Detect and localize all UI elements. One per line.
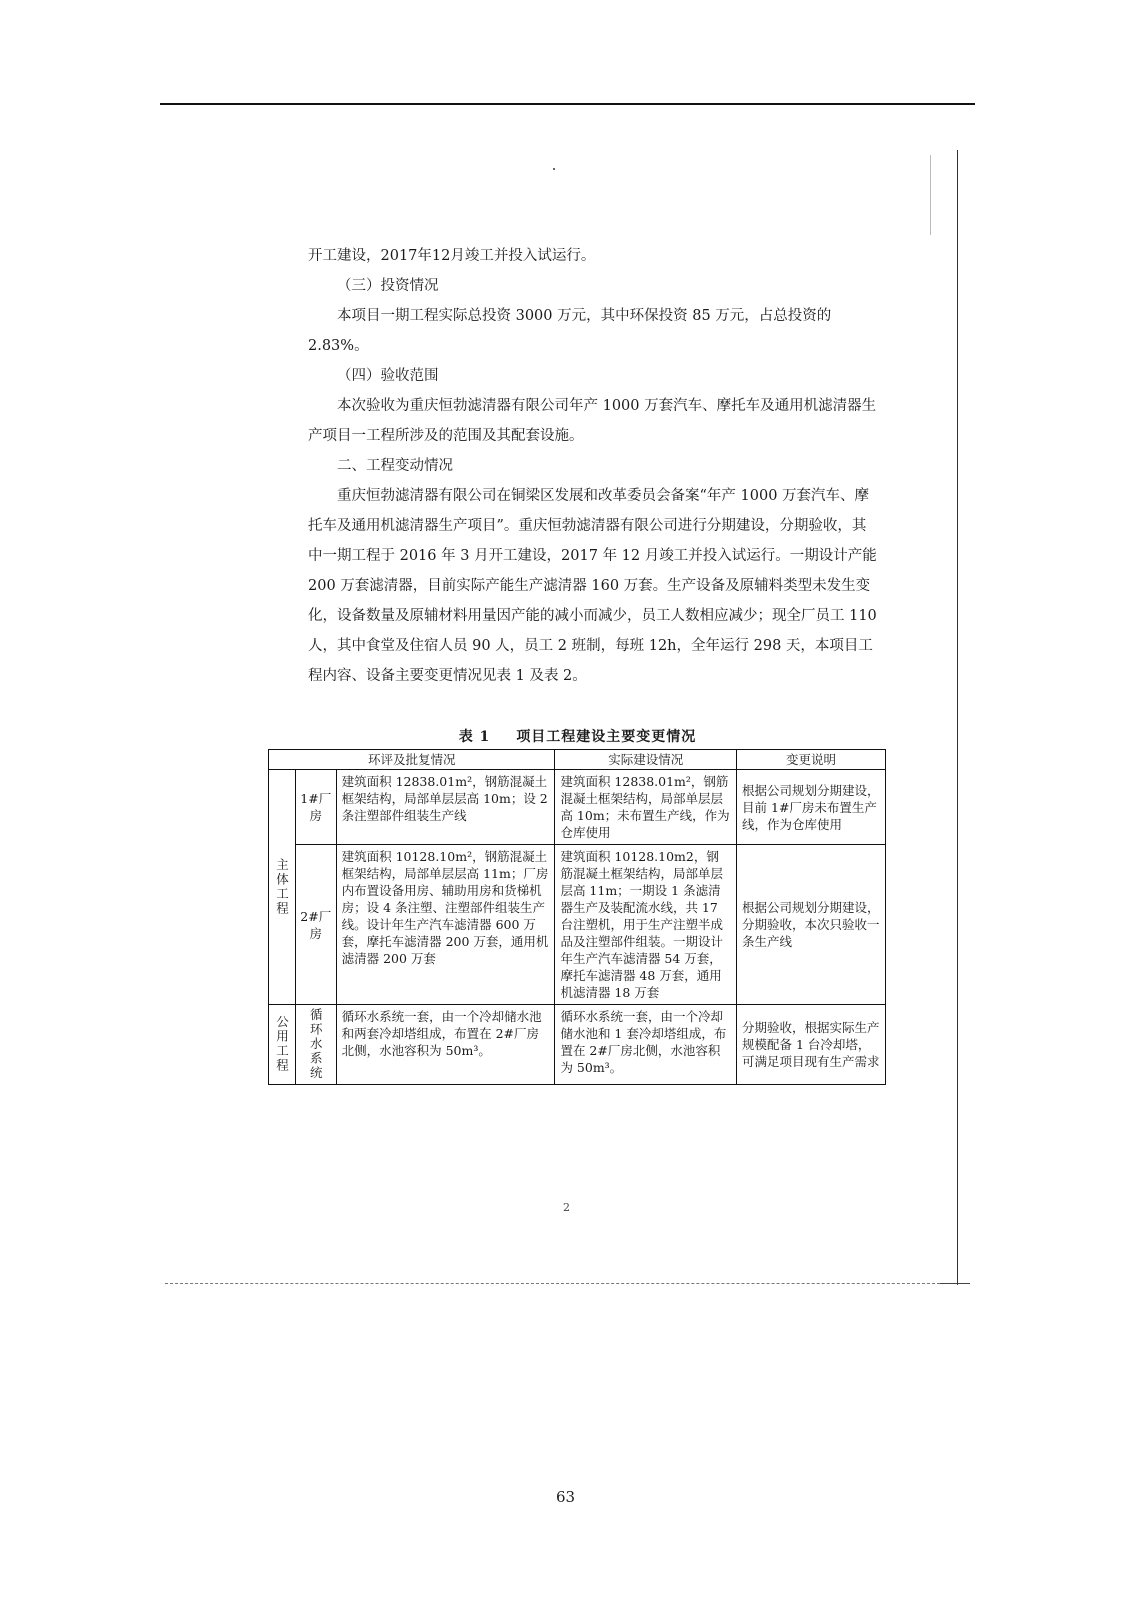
cell-note: 根据公司规划分期建设，分期验收，本次只验收一条生产线 xyxy=(737,845,886,1005)
row-name: 1#厂房 xyxy=(295,770,336,845)
group-public-works: 公用工程 xyxy=(269,1005,296,1085)
heading-changes: 二、工程变动情况 xyxy=(337,458,453,474)
cell-eia: 循环水系统一套，由一个冷却储水池和两套冷却塔组成，布置在 2#厂房北侧，水池容积为 50m³。 xyxy=(336,1005,555,1085)
table-caption-number: 表 1 xyxy=(458,729,491,745)
row-name: 2#厂房 xyxy=(295,845,336,1005)
scan-bottom-edge xyxy=(165,1283,945,1284)
scan-page-edge xyxy=(957,150,958,1285)
cell-note: 根据公司规划分期建设，目前 1#厂房未布置生产线，作为仓库使用 xyxy=(737,770,886,845)
table-caption xyxy=(270,726,885,746)
row-name: 循环水系统 xyxy=(295,1005,336,1085)
group-main-works: 主体工程 xyxy=(269,770,296,1005)
change-table xyxy=(268,749,886,1085)
cell-actual: 循环水系统一套，由一个冷却储水池和 1 套冷却塔组成，布置在 2#厂房北侧，水池容积为 50m³。 xyxy=(555,1005,737,1085)
cell-actual: 建筑面积 10128.10m2，钢筋混凝土框架结构，局部单层层高 11m；一期设 1 条滤清器生产及装配流水线，共 17 台注塑机，用于生产注塑半成品及注塑部件组装。一期设计年生产汽车滤清器 54 万套，摩托车滤清器 48 万套，通用机滤清器 18 万套 xyxy=(555,845,737,1005)
cell-note: 分期验收，根据实际生产规模配备 1 台冷却塔，可满足项目现有生产需求 xyxy=(737,1005,886,1085)
heading-investment: （三）投资情况 xyxy=(337,278,439,294)
header-actual: 实际建设情况 xyxy=(555,750,737,770)
table-row xyxy=(269,1005,886,1085)
cell-actual: 建筑面积 12838.01m²，钢筋混凝土框架结构，局部单层层高 10m；未布置生产线，作为仓库使用 xyxy=(555,770,737,845)
scan-artifact xyxy=(930,155,931,235)
paragraph-continuation: 开工建设，2017年12月竣工并投入试运行。 xyxy=(308,248,596,264)
table-header-row xyxy=(269,750,886,770)
scanned-page-number: 2 xyxy=(563,1201,570,1214)
table-row xyxy=(269,845,886,1005)
body-text xyxy=(308,241,878,691)
paragraph-investment: 本项目一期工程实际总投资 3000 万元，其中环保投资 85 万元，占总投资的 2.83%。 xyxy=(308,308,832,354)
header-rule xyxy=(160,103,975,105)
header-note: 变更说明 xyxy=(737,750,886,770)
paragraph-scope: 本次验收为重庆恒勃滤清器有限公司年产 1000 万套汽车、摩托车及通用机滤清器生产项目一工程所涉及的范围及其配套设施。 xyxy=(308,398,877,444)
scan-dot xyxy=(553,168,555,170)
heading-scope: （四）验收范围 xyxy=(337,368,439,384)
paragraph-changes: 重庆恒勃滤清器有限公司在铜梁区发展和改革委员会备案“年产 1000 万套汽车、摩托车及通用机滤清器生产项目”。重庆恒勃滤清器有限公司进行分期建设，分期验收，其中一期工程于 2016 年 3 月开工建设，2017 年 12 月竣工并投入试运行。一期设计产能 200 万套滤清器，目前实际产能生产滤清器 160 万套。生产设备及原辅料类型未发生变化，设备数量及原辅材料用量因产能的减小而减少，员工人数相应减少；现全厂员工 110 人，其中食堂及住宿人员 90 人，员工 2 班制，每班 12h，全年运行 298 天，本项目工程内容、设备主要变更情况见表 1 及表 2。 xyxy=(308,488,877,684)
cell-eia: 建筑面积 12838.01m²，钢筋混凝土框架结构，局部单层层高 10m；设 2 条注塑部件组装生产线 xyxy=(336,770,555,845)
page-number: 63 xyxy=(555,1488,576,1506)
table-row xyxy=(269,770,886,845)
table-caption-title: 项目工程建设主要变更情况 xyxy=(516,729,697,745)
scan-corner-tick xyxy=(940,1283,970,1284)
header-eia: 环评及批复情况 xyxy=(269,750,555,770)
cell-eia: 建筑面积 10128.10m²，钢筋混凝土框架结构，局部单层层高 11m；厂房内布置设备用房、辅助用房和货梯机房；设 4 条注塑、注塑部件组装生产线。设计年生产汽车滤清器 600 万套，摩托车滤清器 200 万套，通用机滤清器 200 万套 xyxy=(336,845,555,1005)
